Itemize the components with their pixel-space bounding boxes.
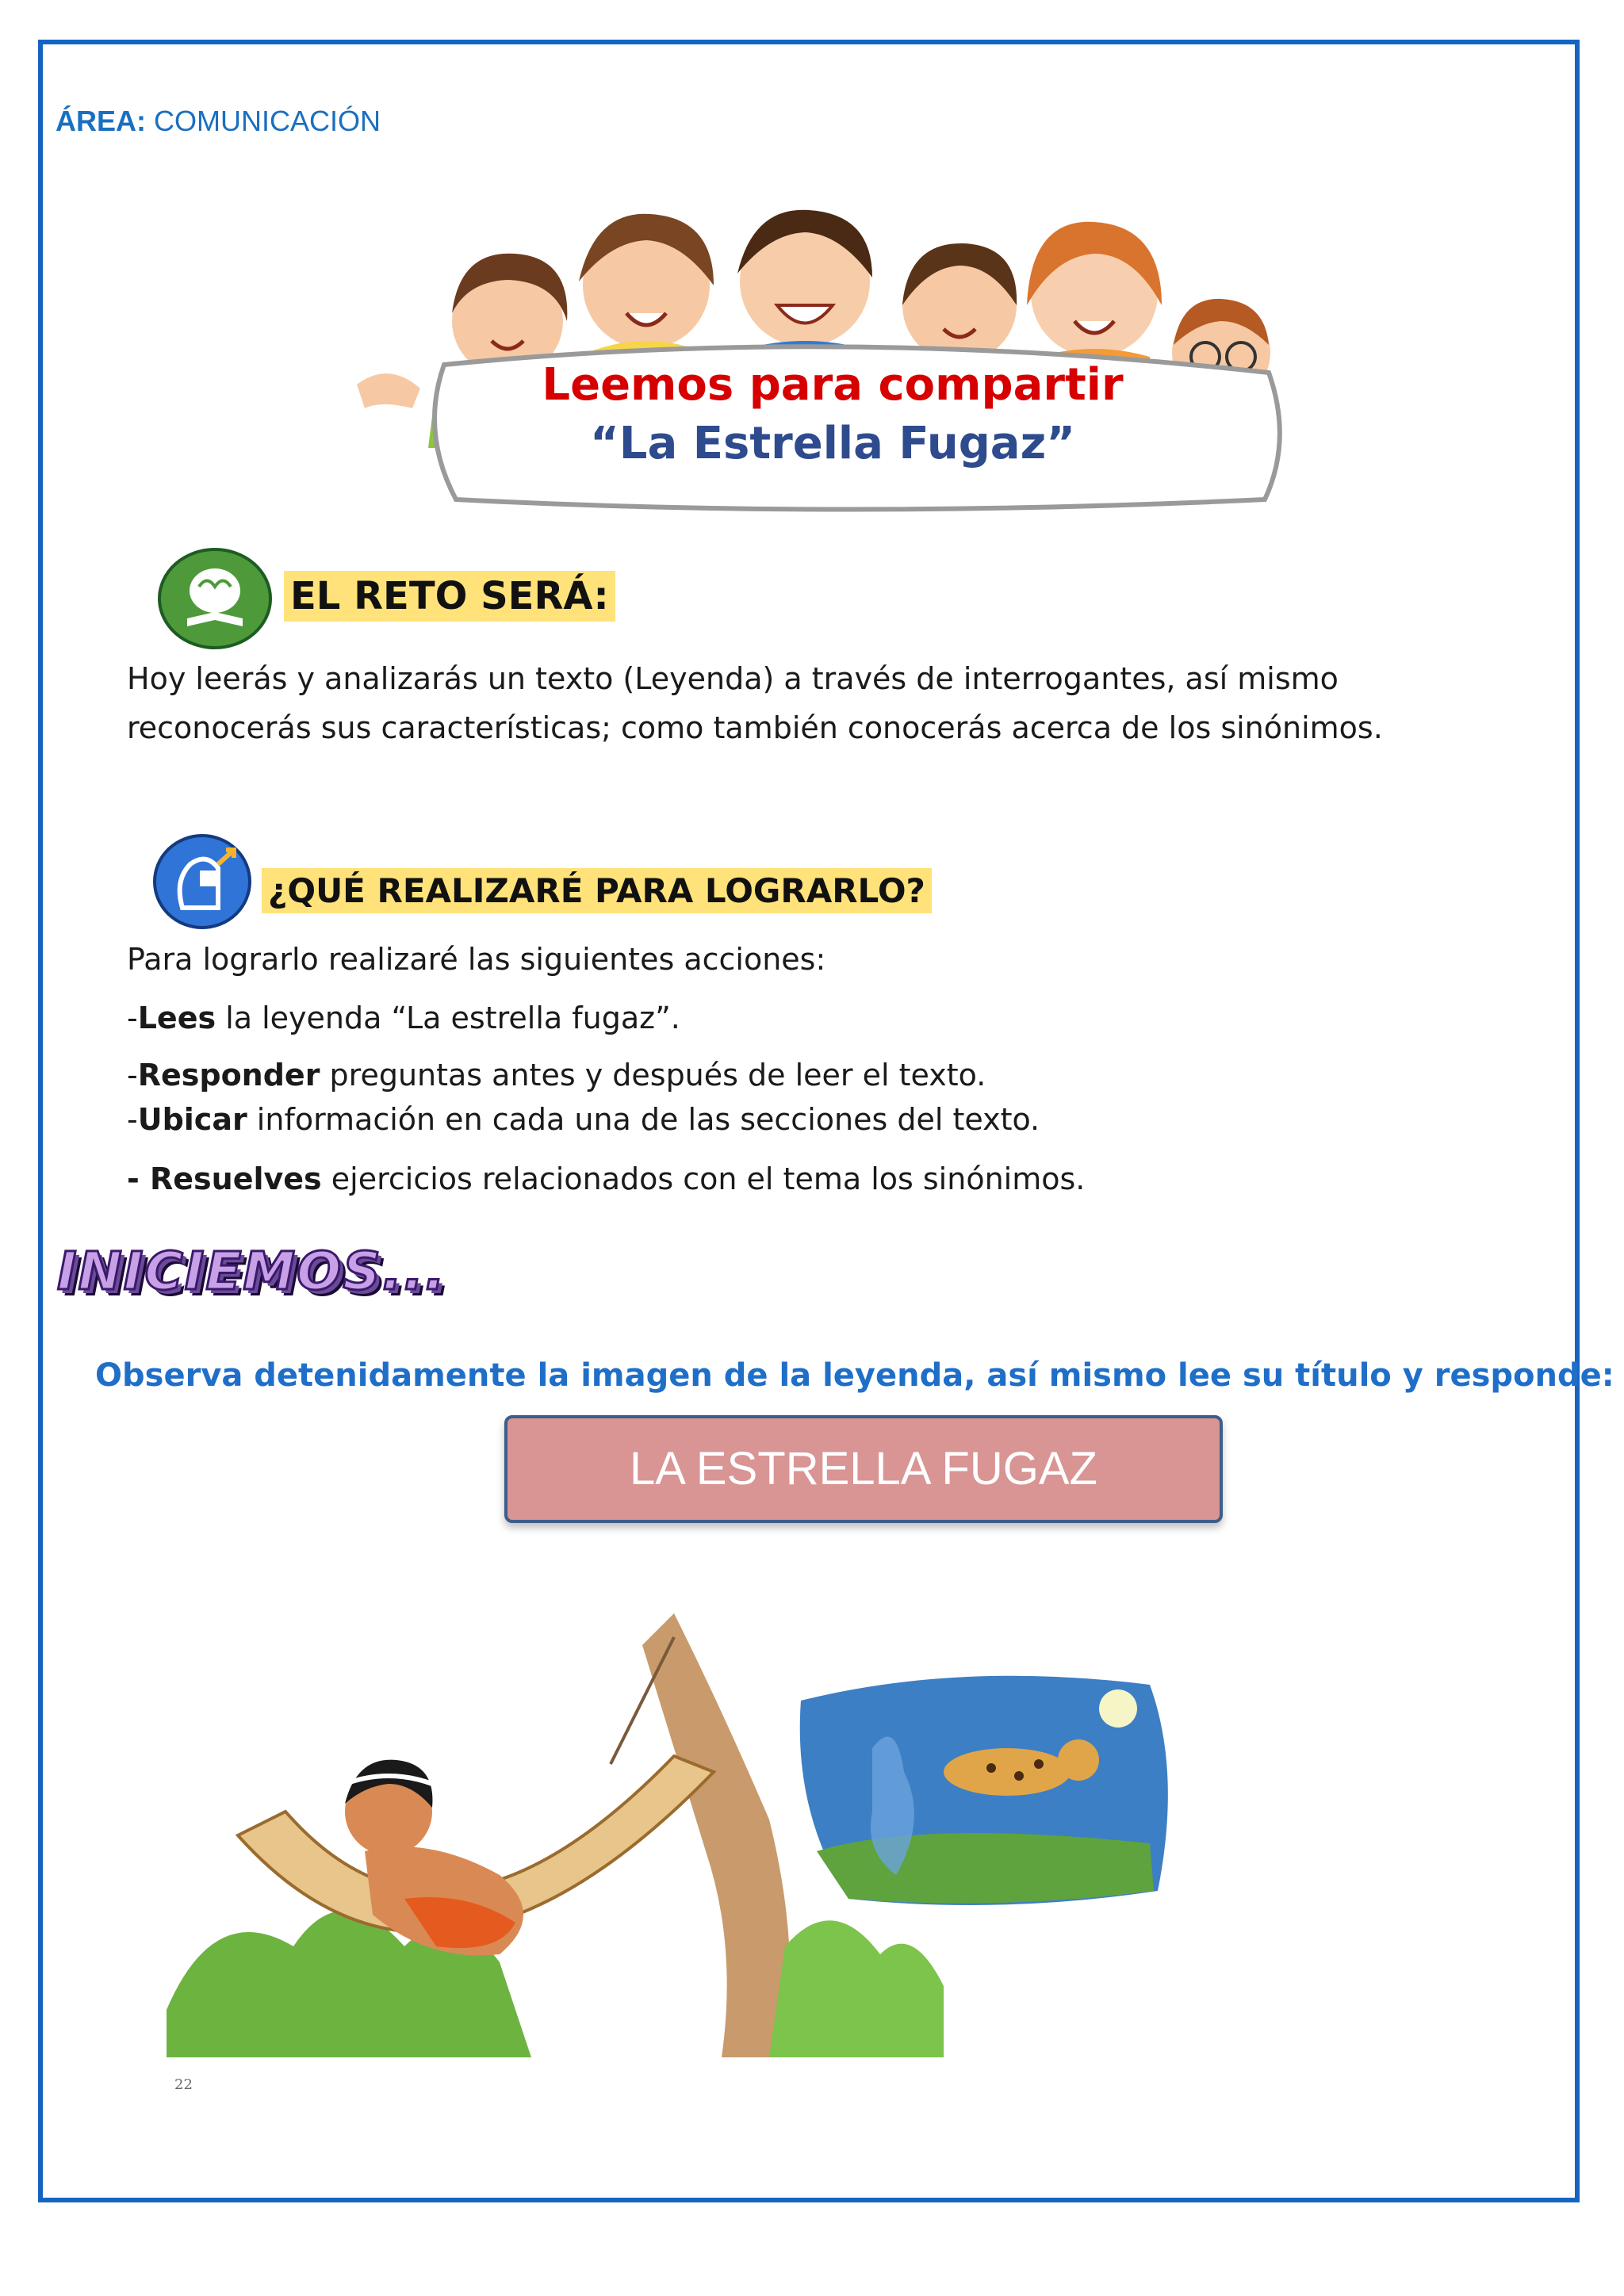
- banner-title: Leemos para compartir: [542, 359, 1124, 411]
- reto-line-2: reconocerás sus características; como también conocerás acerca de los sinónimos.: [127, 710, 1383, 745]
- area-label: [56, 105, 381, 138]
- banner-subtitle: “La Estrella Fugaz”: [589, 418, 1075, 469]
- action-verb: Ubicar: [137, 1102, 247, 1137]
- children-illustration: [333, 186, 1300, 519]
- area-value: COMUNICACIÓN: [154, 105, 381, 137]
- action-text: preguntas antes y después de leer el texto.: [320, 1058, 986, 1093]
- action-item: [127, 1161, 1085, 1196]
- action-item: [127, 1001, 680, 1035]
- reto-line-1: Hoy leerás y analizarás un texto (Leyenda) a través de interrogantes, así mismo: [127, 661, 1339, 696]
- legend-title-box: LA ESTRELLA FUGAZ: [504, 1415, 1223, 1523]
- header-banner: [333, 186, 1300, 519]
- action-prefix: -: [127, 1001, 138, 1035]
- action-verb: Resuelves: [150, 1161, 322, 1196]
- plan-heading: ¿QUÉ REALIZARÉ PARA LOGRARLO?: [262, 868, 932, 913]
- iniciemos-title: INICIEMOS...: [57, 1241, 446, 1302]
- action-item: [127, 1102, 1040, 1137]
- plan-intro: Para lograrlo realizaré las siguientes acciones:: [127, 942, 826, 977]
- action-verb: Responder: [137, 1058, 320, 1093]
- action-prefix: -: [127, 1058, 138, 1093]
- action-text: ejercicios relacionados con el tema los sinónimos.: [321, 1161, 1086, 1196]
- puzzle-head-icon: [151, 832, 254, 932]
- action-text: información en cada una de las secciones del texto.: [247, 1102, 1040, 1137]
- reto-heading: EL RETO SERÁ:: [284, 571, 615, 622]
- reto-text: [127, 654, 1459, 752]
- action-prefix: -: [127, 1102, 138, 1137]
- area-key: ÁREA:: [56, 105, 146, 137]
- instruction-text: Observa detenidamente la imagen de la leyenda, así mismo lee su título y responde:: [95, 1357, 1614, 1394]
- action-verb: Lees: [137, 1001, 216, 1035]
- illustration-page-number: 22: [174, 2076, 193, 2093]
- brain-book-icon: [155, 547, 274, 650]
- legend-illustration: [167, 1613, 1324, 2105]
- action-prefix: -: [127, 1161, 151, 1196]
- action-item: [127, 1058, 986, 1093]
- action-text: la leyenda “La estrella fugaz”.: [216, 1001, 680, 1035]
